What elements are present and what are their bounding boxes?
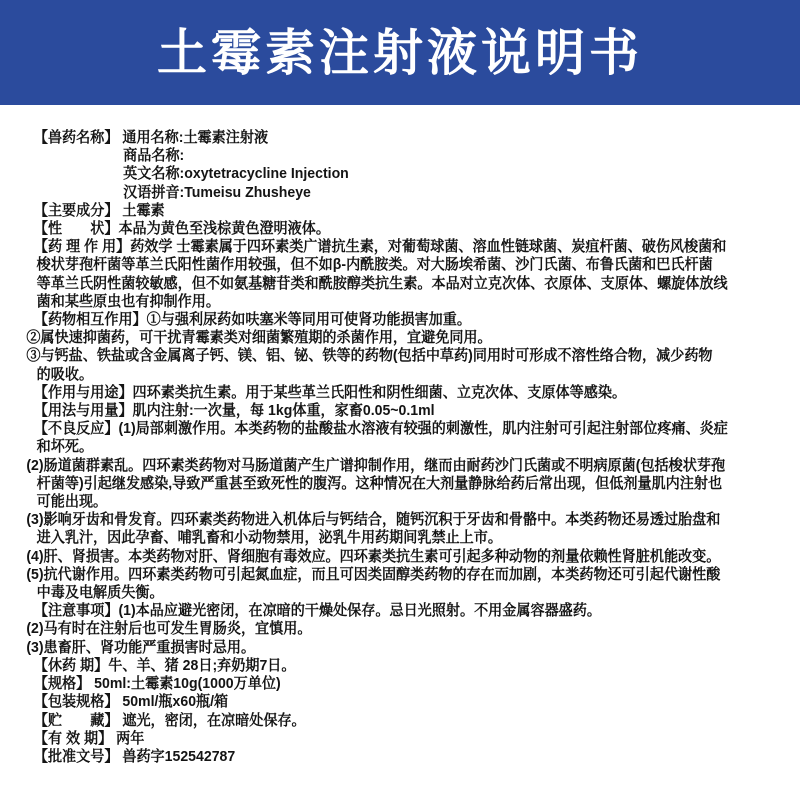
doc-line: (5)抗代谢作用。四环素类药物可引起氮血症，而且可因类固醇类药物的存在而加剧，本类药物还可引起代谢性酸 xyxy=(26,565,721,583)
doc-line: 【性 状】本品为黄色至浅棕黄色澄明液体。 xyxy=(33,220,330,238)
doc-line: (2)马有时在注射后也可发生胃肠炎，宜慎用。 xyxy=(26,620,312,638)
doc-line: 【休药 期】牛、羊、猪 28日;弃奶期7日。 xyxy=(33,656,296,674)
doc-line: 菌和某些原虫也有抑制作用。 xyxy=(36,292,220,310)
doc-line: 汉语拼音:Tumeisu Zhusheye xyxy=(123,183,311,201)
doc-line: 【注意事项】(1)本品应避光密闭，在凉暗的干燥处保存。忌日光照射。不用金属容器盛药。 xyxy=(33,602,601,620)
doc-line: 中毒及电解质失衡。 xyxy=(36,584,164,602)
doc-line: 【规格】 50ml:土霉素10g(1000万单位) xyxy=(33,675,281,693)
doc-line: 【贮 藏】 遮光，密闭，在凉暗处保存。 xyxy=(33,711,306,729)
doc-line: (3)患畜肝、肾功能严重损害时忌用。 xyxy=(26,638,256,656)
document-body xyxy=(0,105,800,766)
doc-line: (4)肝、肾损害。本类药物对肝、肾细胞有毒效应。四环素类抗生素可引起多种动物的剂量依赖性肾脏机能改变。 xyxy=(26,547,721,565)
doc-line: 的吸收。 xyxy=(36,365,94,383)
doc-line: 【兽药名称】 通用名称:土霉素注射液 xyxy=(33,129,269,146)
doc-line: 可能出现。 xyxy=(36,493,108,511)
doc-line: 【包装规格】 50ml/瓶x60瓶/箱 xyxy=(33,693,229,711)
doc-line: 和坏死。 xyxy=(36,438,94,456)
doc-line: 进入乳汁，因此孕畜、哺乳畜和小动物禁用，泌乳牛用药期间乳禁止上市。 xyxy=(36,529,502,547)
doc-line: (3)影响牙齿和骨发育。四环素类药物进入机体后与钙结合，随钙沉积于牙齿和骨骼中。本类药物还易透过胎盘和 xyxy=(26,511,721,529)
doc-line: 【批准文号】 兽药字152542787 xyxy=(33,747,236,765)
doc-line: 【药 理 作 用】药效学 士霉素属于四环素类广谱抗生素，对葡萄球菌、溶血性链球菌、炭疽杆菌、破伤风梭菌和 xyxy=(33,238,727,256)
doc-line: 梭状芽孢杆菌等革兰氏阳性菌作用较强，但不如β-内酰胺类。对大肠埃希菌、沙门氏菌、布鲁氏菌和巴氏杆菌 xyxy=(36,256,713,274)
doc-line: 杆菌等)引起继发感染,导致严重甚至致死性的腹泻。这种情况在大剂量静脉给药后常出现，但低剂量肌内注射也 xyxy=(36,474,723,492)
doc-line: ②属快速抑菌药，可干扰青霉素类对细菌繁殖期的杀菌作用，宜避免同用。 xyxy=(26,329,492,347)
doc-line: 英文名称:oxytetracycline Injection xyxy=(123,165,349,183)
doc-line: 【主要成分】 土霉素 xyxy=(33,201,165,219)
header-banner xyxy=(0,0,800,105)
doc-line: 商品名称: xyxy=(123,147,185,165)
page-title: 土霉素注射液说明书 xyxy=(157,24,643,81)
doc-line: 【药物相互作用】①与强利尿药如呋塞米等同用可使肾功能损害加重。 xyxy=(33,311,471,329)
doc-line: 【不良反应】(1)局部刺激作用。本类药物的盐酸盐水溶液有较强的刺激性，肌内注射可引起注射部位疼痛、炎症 xyxy=(33,420,728,438)
doc-line: 【作用与用途】四环素类抗生素。用于某些革兰氏阳性和阴性细菌、立克次体、支原体等感染。 xyxy=(33,383,627,401)
doc-line: ③与钙盐、铁盐或含金属离子钙、镁、铝、铋、铁等的药物(包括中草药)同用时可形成不溶性络合物，减少药物 xyxy=(26,347,713,365)
doc-line: 【有 效 期】 两年 xyxy=(33,729,145,747)
doc-line: 【用法与用量】肌内注射:一次量，每 1kg体重，家畜0.05~0.1ml xyxy=(33,402,435,420)
doc-line: 等革兰氏阴性菌较敏感，但不如氨基糖苷类和酰胺醇类抗生素。本品对立克次体、衣原体、支原体、螺旋体放线 xyxy=(36,274,728,292)
doc-line: (2)肠道菌群素乱。四环素类药物对马肠道菌产生广谱抑制作用，继而由耐药沙门氏菌或不明病原菌(包括梭状芽孢 xyxy=(26,456,726,474)
